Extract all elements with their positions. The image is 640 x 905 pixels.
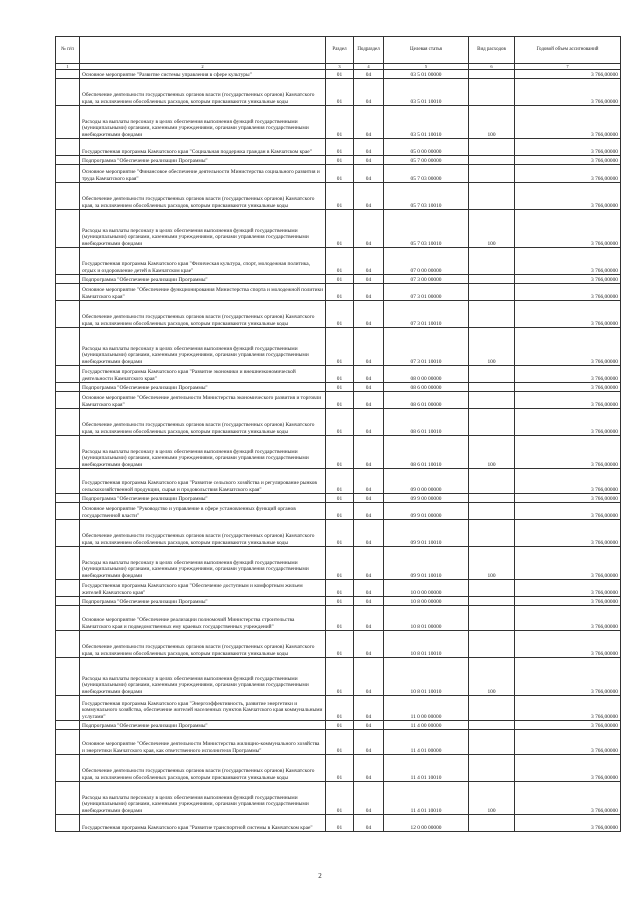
- page-number: 2: [318, 872, 322, 880]
- row-razdel-cell: 01: [326, 580, 354, 597]
- row-number-cell: [56, 328, 80, 366]
- row-vid-cell: [469, 597, 515, 606]
- row-number-cell: [56, 183, 80, 210]
- row-razdel-cell: 01: [326, 383, 354, 392]
- row-vid-cell: [469, 301, 515, 328]
- row-podrazdel-cell: 04: [354, 156, 384, 165]
- row-podrazdel-cell: 04: [354, 328, 384, 366]
- header-tselevaya: Целевая статья: [384, 37, 469, 64]
- row-razdel-cell: 01: [326, 494, 354, 503]
- row-amount-cell: 3 766,00000: [515, 248, 621, 275]
- row-podrazdel-cell: 04: [354, 755, 384, 782]
- row-number-cell: [56, 721, 80, 730]
- row-amount-cell: 3 766,00000: [515, 165, 621, 183]
- row-podrazdel-cell: 04: [354, 436, 384, 469]
- row-name-cell: Расходы на выплаты персоналу в целях обеспечения выполнения функций государственными (муниципальными) органами, казенными учреждениями, органами управления государственными внебюджетными фондами: [80, 658, 326, 696]
- row-razdel-cell: 01: [326, 631, 354, 658]
- row-number-cell: [56, 755, 80, 782]
- row-name-cell: Государственная программа Камчатского края "Развитие экономики и внешнеэкономической деятельности Камчатского края": [80, 366, 326, 383]
- row-vid-cell: [469, 284, 515, 301]
- row-name-cell: Государственная программа Камчатского края "Энергоэффективность, развитие энергетики и коммунального хозяйства, обеспечение жителей населенных пунктов Камчатского края коммунальными услугами": [80, 696, 326, 721]
- row-number-cell: [56, 631, 80, 658]
- row-vid-cell: [469, 469, 515, 494]
- row-number-cell: [56, 547, 80, 580]
- row-amount-cell: 3 766,00000: [515, 520, 621, 547]
- row-amount-cell: 3 766,00000: [515, 366, 621, 383]
- row-vid-cell: 100: [469, 106, 515, 139]
- row-tselevaya-cell: 10 8 00 00000: [384, 597, 469, 606]
- row-amount-cell: 3 766,00000: [515, 547, 621, 580]
- row-amount-cell: 3 766,00000: [515, 658, 621, 696]
- row-podrazdel-cell: 04: [354, 815, 384, 832]
- row-razdel-cell: 01: [326, 248, 354, 275]
- row-amount-cell: 3 766,00000: [515, 284, 621, 301]
- row-vid-cell: [469, 631, 515, 658]
- row-vid-cell: [469, 580, 515, 597]
- budget-table: [55, 36, 621, 832]
- row-number-cell: [56, 392, 80, 409]
- row-vid-cell: [469, 392, 515, 409]
- table-row: [56, 580, 621, 597]
- row-tselevaya-cell: 11 4 01 10010: [384, 755, 469, 782]
- row-tselevaya-cell: 03 5 01 00000: [384, 70, 469, 79]
- row-amount-cell: 3 766,00000: [515, 409, 621, 436]
- row-name-cell: Обеспечение деятельности государственных органов власти (государственных органов) Камчатского края, за исключением обособленных расходов, которым присваиваются уникальные коды: [80, 409, 326, 436]
- row-number-cell: [56, 436, 80, 469]
- row-tselevaya-cell: 09 0 00 00000: [384, 469, 469, 494]
- row-number-cell: [56, 409, 80, 436]
- table-row: [56, 606, 621, 631]
- row-amount-cell: 3 766,00000: [515, 730, 621, 755]
- row-number-cell: [56, 658, 80, 696]
- row-vid-cell: [469, 248, 515, 275]
- row-tselevaya-cell: 07 3 01 10010: [384, 301, 469, 328]
- row-razdel-cell: 01: [326, 755, 354, 782]
- row-name-cell: Расходы на выплаты персоналу в целях обеспечения выполнения функций государственными (муниципальными) органами, казенными учреждениями, органами управления государственными внебюджетными фондами: [80, 547, 326, 580]
- row-vid-cell: 100: [469, 658, 515, 696]
- table-row: [56, 156, 621, 165]
- header-vid: Вид расходов: [469, 37, 515, 64]
- table-row: [56, 183, 621, 210]
- row-name-cell: Государственная программа Камчатского края "Развитие сельского хозяйства и регулирование рынков сельскохозяйственной продукции, сырья и продовольствия Камчатского края": [80, 469, 326, 494]
- row-amount-cell: 3 766,00000: [515, 106, 621, 139]
- row-amount-cell: 3 766,00000: [515, 156, 621, 165]
- row-name-cell: Расходы на выплаты персоналу в целях обеспечения выполнения функций государственными (муниципальными) органами, казенными учреждениями, органами управления государственными внебюджетными фондами: [80, 782, 326, 815]
- row-number-cell: [56, 730, 80, 755]
- row-razdel-cell: 01: [326, 696, 354, 721]
- row-razdel-cell: 01: [326, 606, 354, 631]
- row-tselevaya-cell: 08 6 01 10010: [384, 409, 469, 436]
- table-row: [56, 730, 621, 755]
- row-tselevaya-cell: 11 4 01 10010: [384, 782, 469, 815]
- row-vid-cell: [469, 165, 515, 183]
- row-number-cell: [56, 469, 80, 494]
- table-row: [56, 520, 621, 547]
- table-row: [56, 597, 621, 606]
- row-amount-cell: 3 766,00000: [515, 469, 621, 494]
- row-podrazdel-cell: 04: [354, 248, 384, 275]
- row-name-cell: Обеспечение деятельности государственных органов власти (государственных органов) Камчатского края, за исключением обособленных расходов, которым присваиваются уникальные коды: [80, 79, 326, 106]
- row-name-cell: Основное мероприятие "Развитие системы управления в сфере культуры": [80, 70, 326, 79]
- row-name-cell: Основное мероприятие "Обеспечение деятельности Министерства жилищно-коммунального хозяйства и энергетики Камчатского края, как ответственного исполнителя Программы": [80, 730, 326, 755]
- row-name-cell: Подпрограмма "Обеспечение реализации Программы": [80, 597, 326, 606]
- row-tselevaya-cell: 09 9 01 10010: [384, 520, 469, 547]
- row-razdel-cell: 01: [326, 782, 354, 815]
- row-podrazdel-cell: 04: [354, 139, 384, 156]
- column-number: 7: [515, 64, 621, 70]
- row-razdel-cell: 01: [326, 328, 354, 366]
- row-amount-cell: 3 766,00000: [515, 631, 621, 658]
- row-razdel-cell: 01: [326, 284, 354, 301]
- row-tselevaya-cell: 10 8 01 00000: [384, 606, 469, 631]
- row-razdel-cell: 01: [326, 275, 354, 284]
- row-name-cell: Подпрограмма "Обеспечение реализации Программы": [80, 494, 326, 503]
- row-name-cell: Расходы на выплаты персоналу в целях обеспечения выполнения функций государственными (муниципальными) органами, казенными учреждениями, органами управления государственными внебюджетными фондами: [80, 328, 326, 366]
- row-number-cell: [56, 275, 80, 284]
- row-tselevaya-cell: 07 0 00 00000: [384, 248, 469, 275]
- row-vid-cell: [469, 730, 515, 755]
- row-number-cell: [56, 696, 80, 721]
- row-number-cell: [56, 503, 80, 520]
- row-number-cell: [56, 494, 80, 503]
- row-tselevaya-cell: 05 7 00 00000: [384, 156, 469, 165]
- row-tselevaya-cell: 08 0 00 00000: [384, 366, 469, 383]
- table-row: [56, 815, 621, 832]
- row-tselevaya-cell: 05 0 00 00000: [384, 139, 469, 156]
- row-razdel-cell: 01: [326, 301, 354, 328]
- row-razdel-cell: 01: [326, 730, 354, 755]
- row-podrazdel-cell: 04: [354, 284, 384, 301]
- header-razdel: Раздел: [326, 37, 354, 64]
- row-number-cell: [56, 383, 80, 392]
- row-amount-cell: 3 766,00000: [515, 392, 621, 409]
- row-amount-cell: 3 766,00000: [515, 494, 621, 503]
- row-amount-cell: 3 766,00000: [515, 606, 621, 631]
- row-amount-cell: 3 766,00000: [515, 755, 621, 782]
- row-name-cell: Основное мероприятие "Обеспечение функционирования Министерства спорта и молодежной политики Камчатского края": [80, 284, 326, 301]
- row-tselevaya-cell: 09 9 01 00000: [384, 503, 469, 520]
- row-tselevaya-cell: 10 0 00 00000: [384, 580, 469, 597]
- row-name-cell: Основное мероприятие "Финансовое обеспечение деятельности Министерства социального развития и труда Камчатского края": [80, 165, 326, 183]
- row-tselevaya-cell: 11 4 00 00000: [384, 721, 469, 730]
- header-obiem: Годовой объем ассигнований: [515, 37, 621, 64]
- table-row: [56, 469, 621, 494]
- row-razdel-cell: 01: [326, 366, 354, 383]
- row-tselevaya-cell: 05 7 03 10010: [384, 183, 469, 210]
- table-row: [56, 106, 621, 139]
- row-name-cell: Обеспечение деятельности государственных органов власти (государственных органов) Камчатского края, за исключением обособленных расходов, которым присваиваются уникальные коды: [80, 301, 326, 328]
- row-number-cell: [56, 815, 80, 832]
- table-row: [56, 631, 621, 658]
- row-vid-cell: [469, 520, 515, 547]
- row-podrazdel-cell: 04: [354, 301, 384, 328]
- row-razdel-cell: 01: [326, 106, 354, 139]
- row-vid-cell: [469, 383, 515, 392]
- row-number-cell: [56, 580, 80, 597]
- row-vid-cell: 100: [469, 782, 515, 815]
- table-row: [56, 165, 621, 183]
- row-amount-cell: 3 766,00000: [515, 79, 621, 106]
- row-tselevaya-cell: 09 9 01 10010: [384, 547, 469, 580]
- row-vid-cell: [469, 696, 515, 721]
- column-number: 5: [384, 64, 469, 70]
- table-row: [56, 494, 621, 503]
- row-tselevaya-cell: 08 6 01 10010: [384, 436, 469, 469]
- row-name-cell: Подпрограмма "Обеспечение реализации Программы": [80, 383, 326, 392]
- table-row: [56, 248, 621, 275]
- row-name-cell: Расходы на выплаты персоналу в целях обеспечения выполнения функций государственными (муниципальными) органами, казенными учреждениями, органами управления государственными внебюджетными фондами: [80, 436, 326, 469]
- row-razdel-cell: 01: [326, 469, 354, 494]
- row-tselevaya-cell: 12 0 00 00000: [384, 815, 469, 832]
- table-row: [56, 79, 621, 106]
- row-vid-cell: [469, 503, 515, 520]
- row-razdel-cell: 01: [326, 409, 354, 436]
- row-podrazdel-cell: 04: [354, 409, 384, 436]
- table-row: [56, 721, 621, 730]
- row-podrazdel-cell: 04: [354, 469, 384, 494]
- row-number-cell: [56, 597, 80, 606]
- row-tselevaya-cell: 08 6 00 00000: [384, 383, 469, 392]
- table-row: [56, 392, 621, 409]
- row-tselevaya-cell: 10 8 01 10010: [384, 658, 469, 696]
- header-name: [80, 37, 326, 64]
- row-amount-cell: 3 766,00000: [515, 597, 621, 606]
- column-number: 3: [326, 64, 354, 70]
- row-tselevaya-cell: 05 7 03 00000: [384, 165, 469, 183]
- table-row: [56, 366, 621, 383]
- row-vid-cell: [469, 721, 515, 730]
- row-name-cell: Подпрограмма "Обеспечение реализации Программы": [80, 721, 326, 730]
- row-razdel-cell: 01: [326, 815, 354, 832]
- row-tselevaya-cell: 08 6 01 00000: [384, 392, 469, 409]
- row-podrazdel-cell: 04: [354, 520, 384, 547]
- table-row: [56, 409, 621, 436]
- row-number-cell: [56, 520, 80, 547]
- row-podrazdel-cell: 04: [354, 606, 384, 631]
- row-podrazdel-cell: 04: [354, 366, 384, 383]
- row-amount-cell: 3 766,00000: [515, 139, 621, 156]
- row-amount-cell: 3 766,00000: [515, 580, 621, 597]
- table-row: [56, 139, 621, 156]
- row-number-cell: [56, 606, 80, 631]
- row-razdel-cell: 01: [326, 70, 354, 79]
- row-razdel-cell: 01: [326, 210, 354, 248]
- row-razdel-cell: 01: [326, 547, 354, 580]
- row-razdel-cell: 01: [326, 721, 354, 730]
- row-number-cell: [56, 782, 80, 815]
- row-vid-cell: [469, 139, 515, 156]
- row-tselevaya-cell: 07 3 01 00000: [384, 284, 469, 301]
- row-podrazdel-cell: 04: [354, 597, 384, 606]
- row-podrazdel-cell: 04: [354, 165, 384, 183]
- row-amount-cell: 3 766,00000: [515, 782, 621, 815]
- row-podrazdel-cell: 04: [354, 210, 384, 248]
- row-amount-cell: 3 766,00000: [515, 696, 621, 721]
- row-name-cell: Обеспечение деятельности государственных органов власти (государственных органов) Камчатского края, за исключением обособленных расходов, которым присваиваются уникальные коды: [80, 183, 326, 210]
- table-row: [56, 755, 621, 782]
- row-name-cell: Основное мероприятие "Обеспечение деятельности Министерства экономического развития и торговли Камчатского края": [80, 392, 326, 409]
- row-number-cell: [56, 366, 80, 383]
- row-razdel-cell: 01: [326, 520, 354, 547]
- column-number: 2: [80, 64, 326, 70]
- table-row: [56, 284, 621, 301]
- row-name-cell: Обеспечение деятельности государственных органов власти (государственных органов) Камчатского края, за исключением обособленных расходов, которым присваиваются уникальные коды: [80, 631, 326, 658]
- row-amount-cell: 3 766,00000: [515, 436, 621, 469]
- column-number: 1: [56, 64, 80, 70]
- row-vid-cell: [469, 366, 515, 383]
- row-name-cell: Расходы на выплаты персоналу в целях обеспечения выполнения функций государственными (муниципальными) органами, казенными учреждениями, органами управления государственными внебюджетными фондами: [80, 106, 326, 139]
- row-vid-cell: 100: [469, 210, 515, 248]
- row-number-cell: [56, 139, 80, 156]
- row-vid-cell: 100: [469, 436, 515, 469]
- row-number-cell: [56, 301, 80, 328]
- row-razdel-cell: 01: [326, 597, 354, 606]
- row-tselevaya-cell: 09 9 00 00000: [384, 494, 469, 503]
- row-razdel-cell: 01: [326, 156, 354, 165]
- row-razdel-cell: 01: [326, 658, 354, 696]
- row-vid-cell: 100: [469, 328, 515, 366]
- row-razdel-cell: 01: [326, 79, 354, 106]
- row-podrazdel-cell: 04: [354, 696, 384, 721]
- row-podrazdel-cell: 04: [354, 383, 384, 392]
- row-amount-cell: 3 766,00000: [515, 210, 621, 248]
- table-body: [56, 70, 621, 832]
- row-vid-cell: [469, 79, 515, 106]
- row-podrazdel-cell: 04: [354, 183, 384, 210]
- row-amount-cell: 3 766,00000: [515, 721, 621, 730]
- row-amount-cell: 3 766,00000: [515, 815, 621, 832]
- row-podrazdel-cell: 04: [354, 79, 384, 106]
- table-row: [56, 383, 621, 392]
- row-vid-cell: [469, 755, 515, 782]
- row-podrazdel-cell: 04: [354, 275, 384, 284]
- row-name-cell: Основное мероприятие "Руководство и управление в сфере установленных функций органов государственной власти": [80, 503, 326, 520]
- row-tselevaya-cell: 03 5 01 10010: [384, 79, 469, 106]
- row-name-cell: Государственная программа Камчатского края "Социальная поддержка граждан в Камчатском крае": [80, 139, 326, 156]
- row-podrazdel-cell: 04: [354, 631, 384, 658]
- row-vid-cell: [469, 606, 515, 631]
- column-number: 6: [469, 64, 515, 70]
- row-podrazdel-cell: 04: [354, 580, 384, 597]
- row-vid-cell: [469, 156, 515, 165]
- row-vid-cell: [469, 409, 515, 436]
- row-number-cell: [56, 165, 80, 183]
- row-razdel-cell: 01: [326, 436, 354, 469]
- row-vid-cell: [469, 70, 515, 79]
- row-tselevaya-cell: 07 3 00 00000: [384, 275, 469, 284]
- row-amount-cell: 3 766,00000: [515, 183, 621, 210]
- table-row: [56, 658, 621, 696]
- header-num: № п/п: [56, 37, 80, 64]
- row-name-cell: Подпрограмма "Обеспечение реализации Программы": [80, 156, 326, 165]
- row-razdel-cell: 01: [326, 183, 354, 210]
- row-amount-cell: 3 766,00000: [515, 503, 621, 520]
- row-tselevaya-cell: 07 3 01 10010: [384, 328, 469, 366]
- row-name-cell: Обеспечение деятельности государственных органов власти (государственных органов) Камчатского края, за исключением обособленных расходов, которым присваиваются уникальные коды: [80, 755, 326, 782]
- row-vid-cell: [469, 494, 515, 503]
- row-amount-cell: 3 766,00000: [515, 301, 621, 328]
- row-podrazdel-cell: 04: [354, 658, 384, 696]
- row-podrazdel-cell: 04: [354, 494, 384, 503]
- row-number-cell: [56, 156, 80, 165]
- row-name-cell: Государственная программа Камчатского края "Обеспечение доступным и комфортным жильем жителей Камчатского края": [80, 580, 326, 597]
- row-vid-cell: 100: [469, 547, 515, 580]
- row-name-cell: Расходы на выплаты персоналу в целях обеспечения выполнения функций государственными (муниципальными) органами, казенными учреждениями, органами управления государственными внебюджетными фондами: [80, 210, 326, 248]
- row-razdel-cell: 01: [326, 139, 354, 156]
- row-vid-cell: [469, 815, 515, 832]
- table-row: [56, 301, 621, 328]
- row-name-cell: Государственная программа Камчатского края "Развитие транспортной системы в Камчатском крае": [80, 815, 326, 832]
- table-row: [56, 503, 621, 520]
- row-podrazdel-cell: 04: [354, 782, 384, 815]
- row-name-cell: Основное мероприятие "Обеспечение реализации полномочий Министерства строительства Камчатского края и подведомственных ему краевых государственных учреждений": [80, 606, 326, 631]
- row-podrazdel-cell: 04: [354, 392, 384, 409]
- row-podrazdel-cell: 04: [354, 721, 384, 730]
- row-podrazdel-cell: 04: [354, 70, 384, 79]
- table-row: [56, 436, 621, 469]
- row-amount-cell: 3 766,00000: [515, 383, 621, 392]
- row-vid-cell: [469, 183, 515, 210]
- row-tselevaya-cell: 03 5 01 10010: [384, 106, 469, 139]
- table-row: [56, 70, 621, 79]
- row-tselevaya-cell: 10 8 01 10010: [384, 631, 469, 658]
- row-number-cell: [56, 70, 80, 79]
- row-amount-cell: 3 766,00000: [515, 275, 621, 284]
- row-number-cell: [56, 284, 80, 301]
- row-podrazdel-cell: 04: [354, 106, 384, 139]
- table-row: [56, 210, 621, 248]
- table-row: [56, 782, 621, 815]
- row-amount-cell: 3 766,00000: [515, 70, 621, 79]
- row-name-cell: Подпрограмма "Обеспечение реализации Программы": [80, 275, 326, 284]
- row-razdel-cell: 01: [326, 165, 354, 183]
- row-name-cell: Государственная программа Камчатского края "Физическая культура, спорт, молодежная политика, отдых и оздоровление детей в Камчатском крае": [80, 248, 326, 275]
- table-row: [56, 696, 621, 721]
- row-podrazdel-cell: 04: [354, 503, 384, 520]
- row-podrazdel-cell: 04: [354, 730, 384, 755]
- row-vid-cell: [469, 275, 515, 284]
- table-row: [56, 275, 621, 284]
- row-number-cell: [56, 106, 80, 139]
- table-row: [56, 328, 621, 366]
- row-name-cell: Обеспечение деятельности государственных органов власти (государственных органов) Камчатского края, за исключением обособленных расходов, которым присваиваются уникальные коды: [80, 520, 326, 547]
- column-number: 4: [354, 64, 384, 70]
- row-tselevaya-cell: 11 0 00 00000: [384, 696, 469, 721]
- row-razdel-cell: 01: [326, 503, 354, 520]
- header-podrazdel: Подраздел: [354, 37, 384, 64]
- row-number-cell: [56, 79, 80, 106]
- row-tselevaya-cell: 11 4 01 00000: [384, 730, 469, 755]
- row-razdel-cell: 01: [326, 392, 354, 409]
- row-tselevaya-cell: 05 7 03 10010: [384, 210, 469, 248]
- row-number-cell: [56, 248, 80, 275]
- row-podrazdel-cell: 04: [354, 547, 384, 580]
- table-row: [56, 547, 621, 580]
- row-number-cell: [56, 210, 80, 248]
- row-amount-cell: 3 766,00000: [515, 328, 621, 366]
